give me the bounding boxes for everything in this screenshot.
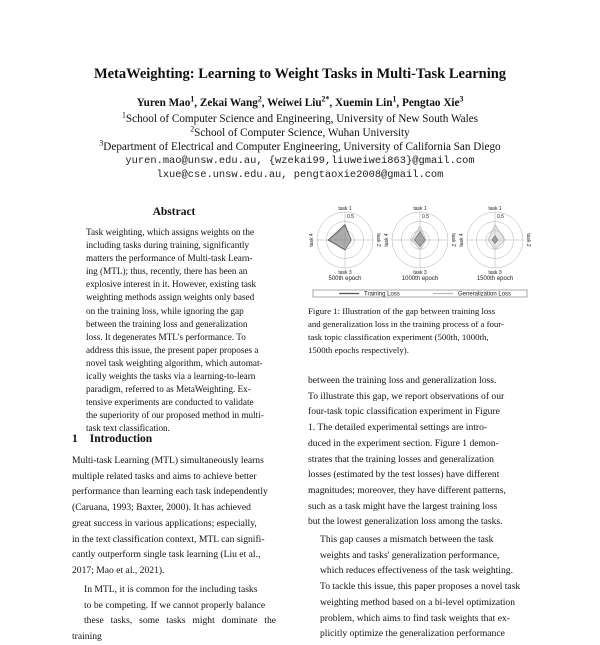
text-line: problem, which aims to find task weights that ex-: [320, 612, 510, 624]
author-name: Xuemin Lin: [334, 97, 393, 109]
text-line: Task weighting, which assigns weights on the: [86, 227, 255, 237]
text-line: to be competing. If we cannot properly balance: [84, 599, 266, 611]
author-mark: 1: [190, 94, 195, 104]
text-line: 1. The detailed experimental settings are intro-: [308, 422, 488, 434]
legend-training-label: Training Loss: [364, 291, 400, 298]
radar-axis-label: task 2: [525, 233, 531, 247]
radar-tick-label: 0.5: [497, 214, 504, 220]
text-line: in the text classification context, MTL can signifi-: [72, 533, 265, 545]
radar-axis-label: task 3: [488, 270, 502, 276]
text-line: loss. It degenerates MTL's performance. To: [86, 331, 246, 342]
section-title: Introduction: [89, 433, 153, 445]
figure-caption: [308, 305, 530, 357]
generalization-loss-polygon: [488, 225, 505, 250]
affiliation-2: $^2$School of Computer Science, Wuhan University: [190, 124, 410, 139]
radar-tick-label: 0.5: [347, 214, 354, 220]
text-line: weighting method based on a bi-level optimization: [320, 596, 516, 608]
radar-chart: [309, 206, 381, 282]
text-line: task text classification.: [86, 423, 170, 434]
text-line: these tasks, some tasks might dominate the training: [72, 615, 276, 643]
radar-axis-label: task 3: [413, 270, 427, 276]
text-line: weighting methods assign weights only based: [86, 292, 255, 303]
radar-chart: [459, 206, 531, 282]
radar-axis-label: task 4: [459, 233, 465, 247]
text-line: four-task topic classification experiment in Figure: [308, 406, 500, 418]
text-line: on the training loss, while ignoring the gap: [86, 305, 244, 316]
text-line: address this issue, the present paper proposes a: [86, 344, 259, 355]
author-name: Pengtao Xie: [402, 97, 460, 109]
text-line: duced in the experiment section. Figure 1 demon-: [308, 437, 499, 449]
text-line: tensive experiments are conducted to validate: [86, 397, 254, 408]
text-line: magnitudes; moreover, they have different patterns,: [308, 484, 506, 496]
text-line: cantly outperform single task learning (Liu et al.,: [72, 549, 261, 561]
text-line: explosive interest in it. However, existing task: [86, 279, 257, 290]
text-line: such as a task might have the largest training loss: [308, 500, 498, 512]
author-mark: 2*: [321, 94, 330, 104]
text-line: To tackle this issue, this paper proposes a novel task: [320, 581, 521, 593]
radar-axis-label: task 1: [413, 206, 427, 212]
radar-chart: [384, 206, 456, 282]
author-mark: 2: [257, 94, 262, 104]
affiliation-3: $^3$Department of Electrical and Computer Engineering, University of California San Diego: [99, 138, 501, 153]
right-column-paragraph-2: [308, 532, 530, 642]
email-line-1: yuren.mao@unsw.edu.au, {wzekai99,liuweiwei863}@gmail.com: [125, 155, 475, 167]
text-line: Figure 1: Illustration of the gap between training loss: [308, 306, 496, 316]
text-line: losses (estimated by the test losses) have different: [308, 469, 500, 481]
affiliation-1: $^1$School of Computer Science and Engineering, University of New South Wales: [121, 110, 479, 125]
abstract-body: [86, 226, 272, 436]
radar-title: 1000th epoch: [401, 276, 439, 282]
radar-axis-label: task 2: [375, 233, 381, 247]
text-line: including tasks during training, significantly: [86, 240, 250, 251]
text-line: the superiority of our proposed method in multi-: [86, 410, 264, 421]
radar-title: 1500th epoch: [476, 276, 514, 282]
legend-generalization-label: Generalization Loss: [458, 291, 512, 298]
text-line: task topic classification experiment (500th, 1000th,: [308, 332, 489, 342]
radar-axis-label: task 2: [450, 233, 456, 247]
text-line: which reduces effectiveness of the task weighting.: [320, 565, 513, 577]
radar-axis-label: task 3: [338, 270, 352, 276]
email-line-2: lxue@cse.unsw.edu.au, pengtaoxie2008@gmail.com: [156, 169, 444, 181]
text-line: and generalization loss in the training process of a four-: [308, 319, 504, 329]
text-line: matters the performance of Multi-task Learn-: [86, 253, 253, 264]
text-line: novel task weighting algorithm, which automat-: [86, 357, 263, 368]
author-name: Weiwei Liu: [267, 97, 322, 109]
section-heading: [72, 433, 152, 445]
text-line: performance than learning each task independently: [72, 486, 268, 498]
intro-paragraph: [72, 453, 276, 579]
figure-1: [307, 198, 533, 298]
text-line: In MTL, it is common for the including tasks: [84, 584, 258, 595]
radar-title: 500th epoch: [328, 276, 362, 282]
text-line: Multi-task Learning (MTL) simultaneously learns: [72, 455, 264, 466]
text-line: between the training loss and generalization loss.: [308, 375, 497, 386]
text-line: This gap causes a mismatch between the task: [320, 534, 494, 545]
generalization-loss-polygon: [412, 226, 427, 250]
text-line: strates that the training losses and generalization: [308, 453, 494, 465]
abstract-heading: Abstract: [152, 206, 196, 218]
text-line: To illustrate this gap, we report observations of our: [308, 390, 505, 402]
radar-axis-label: task 1: [338, 206, 352, 212]
text-line: 2017; Mao et al., 2021).: [72, 564, 165, 576]
text-line: 1500th epochs respectively).: [308, 345, 409, 355]
author-name: Yuren Mao: [136, 97, 191, 109]
intro-paragraph-2: [72, 582, 276, 645]
radar-axis-label: task 4: [384, 233, 390, 247]
right-column-paragraph: [308, 373, 530, 530]
section-number: 1: [72, 433, 78, 445]
text-line: paradigm, referred to as MetaWeighting. Ex-: [86, 384, 251, 395]
figure-legend: [313, 290, 527, 298]
radar-axis-label: task 4: [309, 233, 315, 247]
text-line: great success in various applications; especially,: [72, 517, 257, 529]
text-line: between the training loss and generalization: [86, 318, 248, 329]
author-list: Yuren Mao$^1$, Zekai Wang$^2$, Weiwei Liu$^{2*}$, Xuemin Lin$^1$, Pengtao Xie$^3$: [136, 94, 464, 109]
text-line: but the lowest generalization loss among the tasks.: [308, 516, 503, 528]
text-line: plicitly optimize the generalization performance: [320, 628, 505, 640]
paper-title: MetaWeighting: Learning to Weight Tasks in Multi-Task Learning: [93, 66, 507, 82]
text-line: (Caruana, 1993; Baxter, 2000). It has achieved: [72, 502, 251, 514]
author-mark: 3: [459, 94, 464, 104]
author-mark: 1: [392, 94, 397, 104]
text-line: weights and tasks' generalization performance,: [320, 549, 500, 561]
text-line: ing (MTL); thus, recently, there has been an: [86, 266, 248, 277]
author-name: Zekai Wang: [199, 97, 258, 109]
text-line: multiple related tasks and aims to achieve better: [72, 470, 257, 482]
text-line: ically weights the tasks via a learning-to-learn: [86, 371, 256, 382]
radar-tick-label: 0.5: [422, 214, 429, 220]
radar-axis-label: task 1: [488, 206, 502, 212]
